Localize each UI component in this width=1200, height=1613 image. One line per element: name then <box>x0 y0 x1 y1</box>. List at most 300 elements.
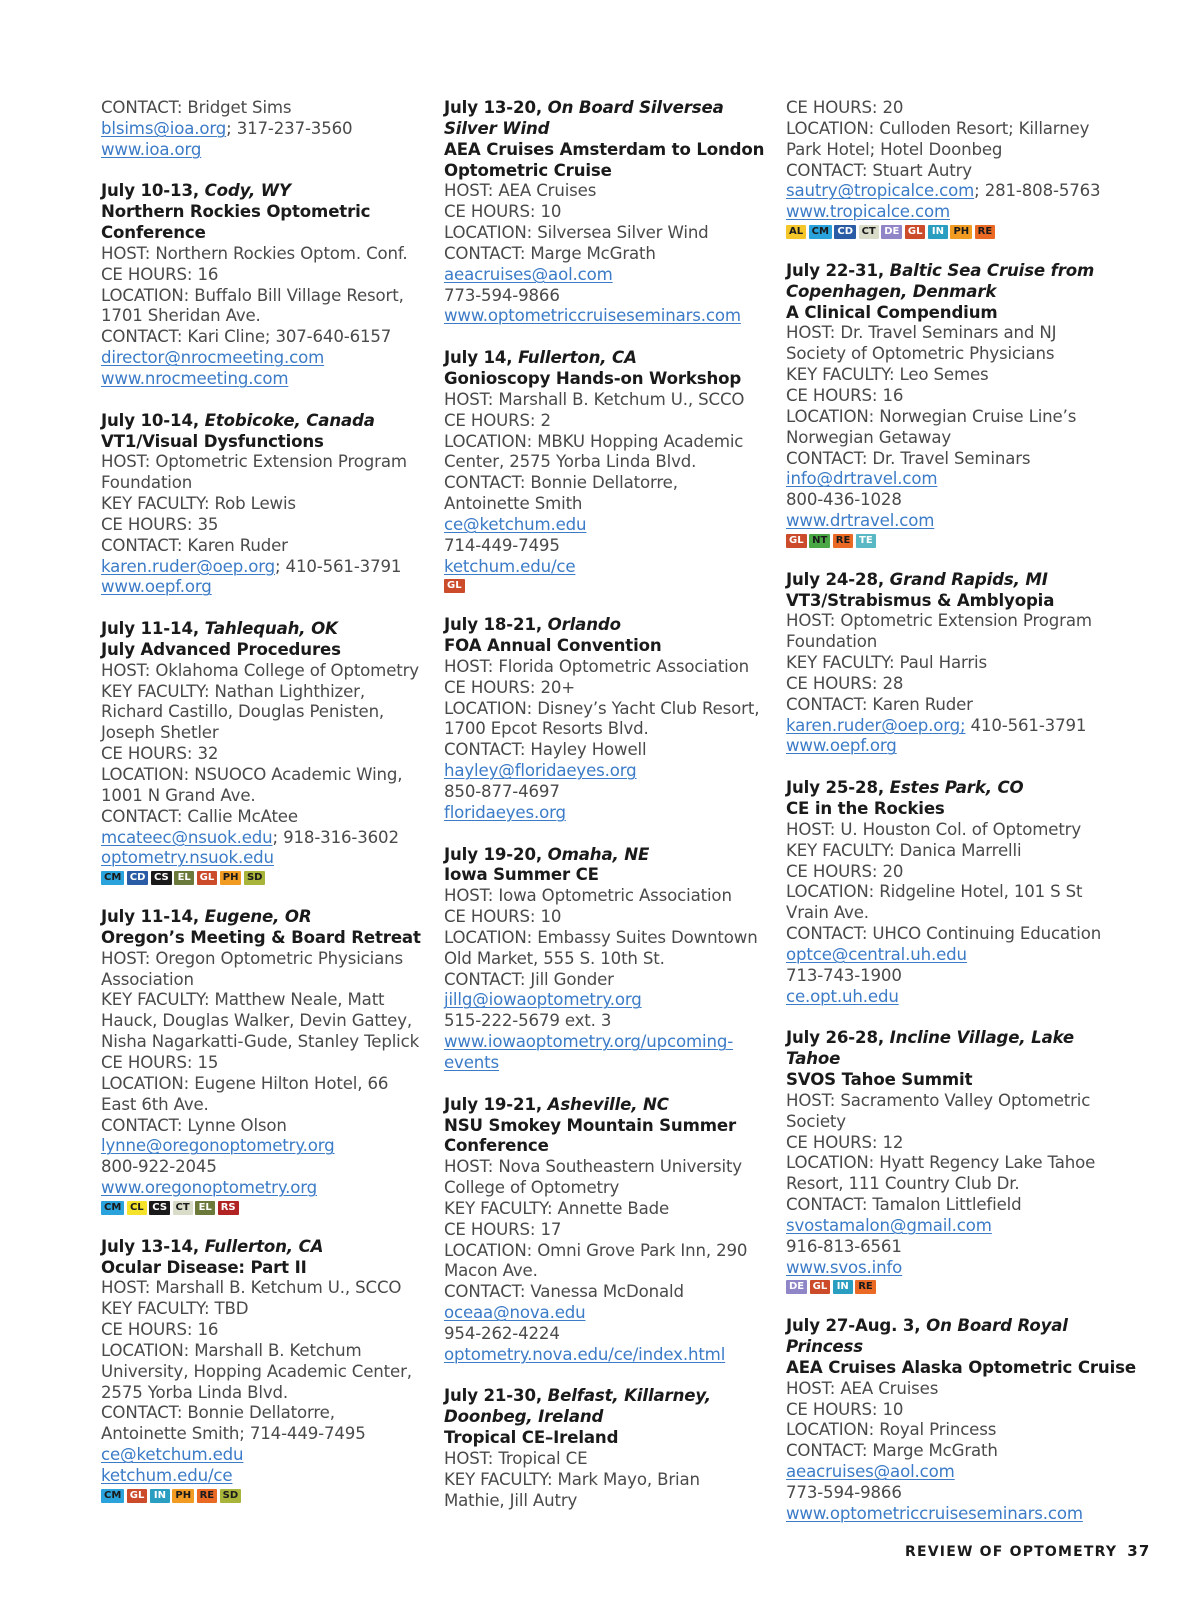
event-link[interactable]: www.optometriccruiseseminars.com <box>786 1503 1083 1523</box>
event-detail-line: University, Hopping Academic Center, <box>101 1361 412 1381</box>
event-detail-line <box>444 803 762 824</box>
event-title: NSU Smokey Mountain Summer <box>444 1115 737 1135</box>
event-detail-line <box>444 1345 762 1366</box>
event-detail-line: CONTACT: Dr. Travel Seminars <box>786 448 1031 468</box>
event-link[interactable]: www.nrocmeeting.com <box>101 368 289 388</box>
topic-badge-al: AL <box>786 225 806 239</box>
event-detail-line: Antoinette Smith <box>444 494 583 514</box>
event-location: Cody, WY <box>204 181 291 201</box>
event-detail-line: LOCATION: Marshall B. Ketchum <box>101 1340 362 1360</box>
topic-badge-cm: CM <box>101 871 124 885</box>
event-title: AEA Cruises Amsterdam to London <box>444 139 765 159</box>
event-listing <box>444 615 762 823</box>
event-link[interactable]: ketchum.edu/ce <box>444 556 576 576</box>
event-link[interactable]: events <box>444 1052 500 1072</box>
event-detail-line: HOST: Florida Optometric Association <box>444 656 750 676</box>
event-detail-line: Norwegian Getaway <box>786 427 952 447</box>
event-detail-line: 916-813-6561 <box>786 1236 902 1256</box>
event-listing <box>101 411 419 599</box>
event-detail-line: Mathie, Jill Autry <box>444 1490 578 1510</box>
event-date-location <box>101 907 419 928</box>
topic-badge-re: RE <box>197 1489 218 1503</box>
event-location: On Board Royal Princess <box>786 1316 1068 1357</box>
event-listing <box>101 907 419 1216</box>
topic-badge-de: DE <box>881 225 902 239</box>
event-detail-line: CONTACT: Lynne Olson <box>101 1115 287 1135</box>
event-title: Iowa Summer CE <box>444 865 599 885</box>
event-title: Northern Rockies Optometric <box>101 202 371 222</box>
event-detail-line: LOCATION: Buffalo Bill Village Resort, <box>101 285 404 305</box>
event-detail-line <box>101 557 419 578</box>
event-detail-line: CE HOURS: 10 <box>444 907 562 927</box>
event-listing <box>444 845 762 1074</box>
event-detail-line <box>444 990 762 1011</box>
event-detail-line: 954-262-4224 <box>444 1323 560 1343</box>
event-detail-line: HOST: Northern Rockies Optom. Conf. <box>101 243 408 263</box>
topic-badge-el: EL <box>174 871 194 885</box>
event-detail-line: KEY FACULTY: Leo Semes <box>786 365 989 385</box>
event-location: Fullerton, CA <box>518 348 637 368</box>
event-link[interactable]: www.svos.info <box>786 1257 903 1277</box>
topic-badge-cs: CS <box>149 1201 170 1215</box>
event-title: AEA Cruises Alaska Optometric Cruise <box>786 1357 1136 1377</box>
event-detail-line <box>444 761 762 782</box>
event-detail-line: KEY FACULTY: Paul Harris <box>786 653 987 673</box>
event-detail-line: CONTACT: Vanessa McDonald <box>444 1282 684 1302</box>
event-detail-line: CE HOURS: 20 <box>786 861 904 881</box>
event-detail-line: HOST: Marshall B. Ketchum U., SCCO <box>444 389 745 409</box>
event-date: July 22-31, <box>786 260 884 280</box>
event-link[interactable]: ce.opt.uh.edu <box>786 986 899 1006</box>
event-detail-line: CONTACT: Marge McGrath <box>786 1441 998 1461</box>
event-date: July 26-28, <box>786 1028 884 1048</box>
topic-badge-nt: NT <box>809 534 830 548</box>
event-detail-line <box>101 348 419 369</box>
event-link[interactable]: www.optometriccruiseseminars.com <box>444 306 741 326</box>
event-listing <box>786 261 1114 549</box>
topic-badges <box>786 534 1114 549</box>
event-detail-line: CONTACT: Kari Cline; 307-640-6157 <box>101 327 392 347</box>
event-location: Estes Park, CO <box>889 778 1024 798</box>
event-detail-line: 850-877-4697 <box>444 782 560 801</box>
event-link[interactable]: www.oepf.org <box>786 736 897 756</box>
event-detail-line: CE HOURS: 2 <box>444 410 551 430</box>
event-link[interactable]: www.drtravel.com <box>786 511 935 531</box>
event-link[interactable]: jillg@iowaoptometry.org <box>444 990 642 1010</box>
event-link[interactable]: lynne@oregonoptometry.org <box>101 1136 335 1156</box>
event-detail-line: LOCATION: Norwegian Cruise Line’s <box>786 406 1077 426</box>
event-detail-line: CE HOURS: 20+ <box>444 677 576 697</box>
event-detail-line: HOST: Nova Southeastern University <box>444 1157 742 1177</box>
event-link[interactable]: ce@ketchum.edu <box>101 1445 244 1465</box>
topic-badge-cl: CL <box>127 1201 147 1215</box>
event-detail-line: CONTACT: Karen Ruder <box>786 694 973 714</box>
topic-badge-in: IN <box>833 1280 853 1294</box>
event-link[interactable]: info@drtravel.com <box>786 469 938 489</box>
event-location: Baltic Sea Cruise from Copenhagen, Denmark <box>786 260 1095 301</box>
page-footer <box>905 1542 1151 1560</box>
event-date: July 10-14, <box>101 410 199 430</box>
event-date: July 13-20, <box>444 98 542 117</box>
event-detail-line: CONTACT: Bonnie Dellatorre, <box>444 473 678 493</box>
event-date-location <box>444 1386 762 1428</box>
event-detail-line: LOCATION: Eugene Hilton Hotel, 66 <box>101 1073 389 1093</box>
event-date: July 19-20, <box>444 844 542 864</box>
event-date: July 13-14, <box>101 1236 199 1256</box>
event-detail-line: CE HOURS: 16 <box>101 264 219 284</box>
topic-badge-in: IN <box>928 225 948 239</box>
event-detail-line: CE HOURS: 16 <box>786 385 904 405</box>
event-location: Belfast, Killarney, Doonbeg, Ireland <box>444 1386 711 1427</box>
topic-badge-in: IN <box>150 1489 170 1503</box>
event-detail-line <box>786 716 1114 737</box>
event-detail-line <box>101 140 419 161</box>
event-link[interactable]: ce@ketchum.edu <box>444 514 587 534</box>
event-detail-line: CE HOURS: 32 <box>101 744 219 764</box>
event-date-location <box>786 778 1114 799</box>
event-link[interactable]: svostamalon@gmail.com <box>786 1215 992 1235</box>
topic-badge-de: DE <box>786 1280 807 1294</box>
event-detail-line <box>444 1303 762 1324</box>
event-detail-line: CONTACT: Karen Ruder <box>101 535 288 555</box>
event-detail-line: Nisha Nagarkatti-Gude, Stanley Teplick <box>101 1032 420 1052</box>
event-detail-line: LOCATION: Ridgeline Hotel, 101 S St <box>786 882 1083 902</box>
topic-badges <box>786 225 1114 240</box>
event-listing <box>444 1095 762 1366</box>
event-listing <box>786 1316 1136 1524</box>
topic-badge-rs: RS <box>218 1201 239 1215</box>
event-title: FOA Annual Convention <box>444 636 662 656</box>
event-link-suffix: ; 918-316-3602 <box>272 827 399 847</box>
event-location: Incline Village, Lake Tahoe <box>786 1028 1075 1069</box>
event-detail-line <box>786 202 1114 223</box>
event-detail-line: HOST: Oregon Optometric Physicians <box>101 948 403 968</box>
event-title: Tropical CE–Ireland <box>444 1428 619 1448</box>
event-detail-line <box>786 945 1114 966</box>
event-detail-line <box>101 119 419 140</box>
event-date: July 24-28, <box>786 569 884 589</box>
event-link[interactable]: www.tropicalce.com <box>786 202 950 222</box>
event-location: Orlando <box>547 615 621 635</box>
event-date-location <box>444 348 762 369</box>
event-link-suffix: ; 281-808-5763 <box>974 181 1101 201</box>
event-link[interactable]: optometry.nsuok.edu <box>101 848 274 868</box>
event-detail-line: HOST: Marshall B. Ketchum U., SCCO <box>101 1278 402 1298</box>
event-detail-line: KEY FACULTY: Rob Lewis <box>101 494 296 514</box>
event-date-location <box>786 261 1114 303</box>
event-link[interactable]: sautry@tropicalce.com <box>786 181 975 201</box>
topic-badge-cd: CD <box>127 871 149 885</box>
event-detail-line <box>786 736 1114 757</box>
event-detail-line: Society of Optometric Physicians <box>786 344 1055 364</box>
event-detail-line: LOCATION: Culloden Resort; Killarney <box>786 118 1090 138</box>
event-detail-line: 1001 N Grand Ave. <box>101 785 256 805</box>
topic-badge-ct: CT <box>859 225 879 239</box>
topic-badge-cd: CD <box>834 225 856 239</box>
event-detail-line <box>101 1445 419 1466</box>
event-title: Ocular Disease: Part II <box>101 1257 307 1277</box>
topic-badges <box>101 871 419 886</box>
topic-badge-gl: GL <box>197 871 218 885</box>
event-listing <box>444 348 762 594</box>
topic-badges <box>786 1280 1114 1295</box>
event-detail-line: 714-449-7495 <box>444 535 560 555</box>
column-2 <box>444 98 765 1532</box>
event-detail-line: CE HOURS: 20 <box>786 98 904 117</box>
event-detail-line: 1700 Epcot Resorts Blvd. <box>444 719 649 739</box>
column-1 <box>101 98 419 1525</box>
event-location: Fullerton, CA <box>204 1236 324 1256</box>
event-title: SVOS Tahoe Summit <box>786 1069 973 1089</box>
event-detail-line <box>786 469 1114 490</box>
event-date-location <box>101 181 419 202</box>
event-detail-line: HOST: Oklahoma College of Optometry <box>101 660 419 680</box>
event-location: On Board Silversea Silver Wind <box>444 98 724 138</box>
event-location: Omaha, NE <box>547 844 650 864</box>
event-detail-line: CONTACT: Bonnie Dellatorre, <box>101 1403 335 1423</box>
topic-badge-re: RE <box>975 225 996 239</box>
event-detail-line: LOCATION: Omni Grove Park Inn, 290 <box>444 1240 748 1260</box>
event-detail-line: LOCATION: Royal Princess <box>786 1420 997 1440</box>
event-location: Grand Rapids, MI <box>889 569 1048 589</box>
topic-badge-ph: PH <box>220 871 242 885</box>
event-listing <box>101 619 419 886</box>
page-number: 37 <box>1127 1542 1151 1560</box>
event-detail-line: Resort, 111 Country Club Dr. <box>786 1174 1020 1194</box>
event-detail-line: 800-436-1028 <box>786 490 902 510</box>
event-title: CE in the Rockies <box>786 799 945 818</box>
event-detail-line: HOST: U. Houston Col. of Optometry <box>786 819 1082 839</box>
event-date-location <box>786 1316 1114 1358</box>
topic-badge-te: TE <box>856 534 876 548</box>
event-location: Asheville, NC <box>547 1094 669 1114</box>
event-date-location <box>101 1237 419 1258</box>
event-detail-line: East 6th Ave. <box>101 1094 209 1114</box>
event-detail-line <box>101 369 419 390</box>
event-title: VT1/Visual Dysfunctions <box>101 431 324 451</box>
event-detail-line <box>786 511 1114 532</box>
topic-badge-re: RE <box>833 534 854 548</box>
topic-badge-ct: CT <box>173 1201 193 1215</box>
event-detail-line: CONTACT: UHCO Continuing Education <box>786 924 1102 944</box>
topic-badges <box>101 1489 419 1504</box>
event-title: A Clinical Compendium <box>786 302 998 322</box>
event-link[interactable]: director@nrocmeeting.com <box>101 348 325 368</box>
event-title: Conference <box>101 223 206 243</box>
event-detail-line <box>786 1258 1114 1279</box>
event-location: Tahlequah, OK <box>204 619 338 639</box>
event-detail-line: LOCATION: Embassy Suites Downtown <box>444 927 758 947</box>
event-title: Oregon’s Meeting & Board Retreat <box>101 927 421 947</box>
event-detail-line: Hauck, Douglas Walker, Devin Gattey, <box>101 1011 412 1031</box>
event-link[interactable]: mcateec@nsuok.edu <box>101 827 273 847</box>
event-detail-line: KEY FACULTY: Matthew Neale, Matt <box>101 990 385 1010</box>
event-detail-line: Old Market, 555 S. 10th St. <box>444 948 665 968</box>
event-detail-line: Center, 2575 Yorba Linda Blvd. <box>444 452 697 472</box>
event-detail-line: Foundation <box>786 632 878 652</box>
event-detail-line: LOCATION: MBKU Hopping Academic <box>444 431 744 451</box>
event-detail-line: LOCATION: NSUOCO Academic Wing, <box>101 765 403 784</box>
event-link[interactable]: ketchum.edu/ce <box>101 1466 233 1485</box>
event-detail-line <box>786 1504 1114 1525</box>
event-link[interactable]: hayley@floridaeyes.org <box>444 761 637 781</box>
event-detail-line: CE HOURS: 35 <box>101 514 219 534</box>
event-detail-line <box>786 987 1114 1008</box>
event-detail-line: Vrain Ave. <box>786 903 869 923</box>
topic-badge-el: EL <box>195 1201 215 1215</box>
event-detail-line <box>444 1053 762 1074</box>
event-listing <box>444 1386 762 1511</box>
event-location: Eugene, OR <box>204 907 312 927</box>
event-detail-line: CONTACT: Tamalon Littlefield <box>786 1195 1022 1215</box>
event-date-location <box>444 845 762 866</box>
topic-badge-gl: GL <box>444 579 465 593</box>
event-link[interactable]: www.ioa.org <box>101 139 202 159</box>
event-detail-line <box>444 265 762 286</box>
event-link-suffix: ; 317-237-3560 <box>226 118 353 138</box>
event-detail-line: Antoinette Smith; 714-449-7495 <box>101 1424 366 1444</box>
event-detail-line <box>444 515 762 536</box>
topic-badge-gl: GL <box>127 1489 148 1503</box>
event-listing <box>786 1028 1114 1295</box>
topic-badge-cm: CM <box>101 1201 124 1215</box>
event-detail-line: CE HOURS: 12 <box>786 1132 904 1152</box>
event-detail-line <box>101 1466 419 1487</box>
event-detail-line <box>786 181 1114 202</box>
event-detail-line: HOST: Optometric Extension Program <box>786 611 1092 631</box>
event-listing <box>786 570 1114 758</box>
event-detail-line: Joseph Shetler <box>101 723 219 743</box>
publication-name: REVIEW OF OPTOMETRY <box>905 1544 1118 1560</box>
event-detail-line <box>101 577 419 598</box>
event-detail-line <box>101 848 419 869</box>
event-detail-line: Park Hotel; Hotel Doonbeg <box>786 139 1003 159</box>
event-detail-line: CONTACT: Bridget Sims <box>101 98 292 117</box>
topic-badge-gl: GL <box>810 1280 831 1294</box>
topic-badge-ph: PH <box>172 1489 194 1503</box>
event-detail-line: CONTACT: Hayley Howell <box>444 740 647 760</box>
event-date: July 11-14, <box>101 907 199 927</box>
topic-badge-cs: CS <box>151 871 172 885</box>
event-detail-line: LOCATION: Silversea Silver Wind <box>444 223 709 243</box>
event-detail-line: 773-594-9866 <box>786 1483 902 1502</box>
event-detail-line: CE HOURS: 10 <box>786 1399 904 1419</box>
event-detail-line: College of Optometry <box>444 1178 620 1198</box>
topic-badges <box>101 1201 419 1216</box>
topic-badge-sd: SD <box>220 1489 242 1503</box>
event-detail-line: CE HOURS: 15 <box>101 1052 219 1072</box>
event-location: Etobicoke, Canada <box>204 410 375 430</box>
event-detail-line: CONTACT: Marge McGrath <box>444 243 656 263</box>
event-detail-line: Macon Ave. <box>444 1261 538 1281</box>
event-detail-line: HOST: Tropical CE <box>444 1449 588 1468</box>
event-detail-line: HOST: Dr. Travel Seminars and NJ <box>786 323 1057 343</box>
event-link[interactable]: blsims@ioa.org <box>101 118 227 138</box>
event-detail-line: HOST: Sacramento Valley Optometric <box>786 1090 1091 1110</box>
event-date: July 18-21, <box>444 615 542 635</box>
event-date: July 14, <box>444 348 513 368</box>
event-detail-line <box>444 306 762 327</box>
event-detail-line: Foundation <box>101 473 193 493</box>
event-date-location <box>444 615 762 636</box>
event-link[interactable]: optce@central.uh.edu <box>786 944 967 964</box>
event-detail-line: 800-922-2045 <box>101 1157 217 1177</box>
event-date: July 27-Aug. 3, <box>786 1316 921 1336</box>
event-detail-line <box>786 1462 1114 1483</box>
column-3 <box>786 98 1136 1546</box>
topic-badge-cm: CM <box>809 225 832 239</box>
event-title: Gonioscopy Hands-on Workshop <box>444 368 742 388</box>
event-date: July 19-21, <box>444 1094 542 1114</box>
event-date: July 10-13, <box>101 181 199 201</box>
event-link[interactable]: www.iowaoptometry.org/upcoming- <box>444 1032 734 1052</box>
event-link[interactable]: floridaeyes.org <box>444 802 566 822</box>
event-link[interactable]: www.oepf.org <box>101 577 212 597</box>
event-detail-line: Society <box>786 1111 846 1131</box>
event-date: July 25-28, <box>786 778 884 798</box>
event-listing <box>101 181 419 389</box>
event-date: July 21-30, <box>444 1386 542 1406</box>
event-detail-line: CE HOURS: 16 <box>101 1320 219 1340</box>
event-link[interactable]: karen.ruder@oep.org <box>101 556 275 576</box>
event-date-location <box>101 411 419 432</box>
topic-badge-re: RE <box>855 1280 876 1294</box>
event-date: July 11-14, <box>101 619 199 639</box>
event-date-location <box>786 1028 1114 1070</box>
event-detail-line: Association <box>101 969 194 989</box>
topic-badge-sd: SD <box>244 871 266 885</box>
event-link[interactable]: aeacruises@aol.com <box>786 1462 955 1482</box>
event-link[interactable]: aeacruises@aol.com <box>444 264 613 284</box>
event-listing <box>101 98 419 161</box>
event-detail-line: Richard Castillo, Douglas Penisten, <box>101 702 385 722</box>
event-link[interactable]: optometry.nova.edu/ce/index.html <box>444 1344 726 1364</box>
event-detail-line <box>101 1178 419 1199</box>
event-link[interactable]: karen.ruder@oep.org; <box>786 715 966 735</box>
event-detail-line: KEY FACULTY: Danica Marrelli <box>786 840 1022 860</box>
event-detail-line <box>444 1032 762 1053</box>
event-link[interactable]: www.oregonoptometry.org <box>101 1178 318 1198</box>
event-detail-line: 2575 Yorba Linda Blvd. <box>101 1382 289 1402</box>
event-title: July Advanced Procedures <box>101 639 341 659</box>
event-detail-line: 773-594-9866 <box>444 285 560 305</box>
event-detail-line: CONTACT: Callie McAtee <box>101 806 298 826</box>
event-detail-line: HOST: Iowa Optometric Association <box>444 886 732 906</box>
event-title: VT3/Strabismus & Amblyopia <box>786 590 1055 610</box>
event-title: Optometric Cruise <box>444 160 612 180</box>
event-listing <box>101 1237 419 1504</box>
event-date-location <box>786 570 1114 591</box>
event-detail-line: 515-222-5679 ext. 3 <box>444 1011 612 1031</box>
event-detail-line: HOST: AEA Cruises <box>444 181 597 201</box>
event-detail-line <box>786 1216 1114 1237</box>
event-date-location <box>444 98 762 140</box>
event-detail-line: 713-743-1900 <box>786 965 902 985</box>
event-detail-line <box>101 1136 419 1157</box>
topic-badge-cm: CM <box>101 1489 124 1503</box>
event-detail-line: 1701 Sheridan Ave. <box>101 306 261 326</box>
event-detail-line: CE HOURS: 28 <box>786 673 904 693</box>
event-detail-line: KEY FACULTY: TBD <box>101 1299 249 1319</box>
event-detail-line: CE HOURS: 17 <box>444 1219 562 1239</box>
event-listing <box>444 98 765 327</box>
event-detail-line: CONTACT: Stuart Autry <box>786 160 972 180</box>
topic-badge-gl: GL <box>905 225 926 239</box>
event-link[interactable]: oceaa@nova.edu <box>444 1303 586 1323</box>
event-detail-line: LOCATION: Disney’s Yacht Club Resort, <box>444 698 760 718</box>
event-detail-line: LOCATION: Hyatt Regency Lake Tahoe <box>786 1153 1096 1173</box>
topic-badge-gl: GL <box>786 534 807 548</box>
